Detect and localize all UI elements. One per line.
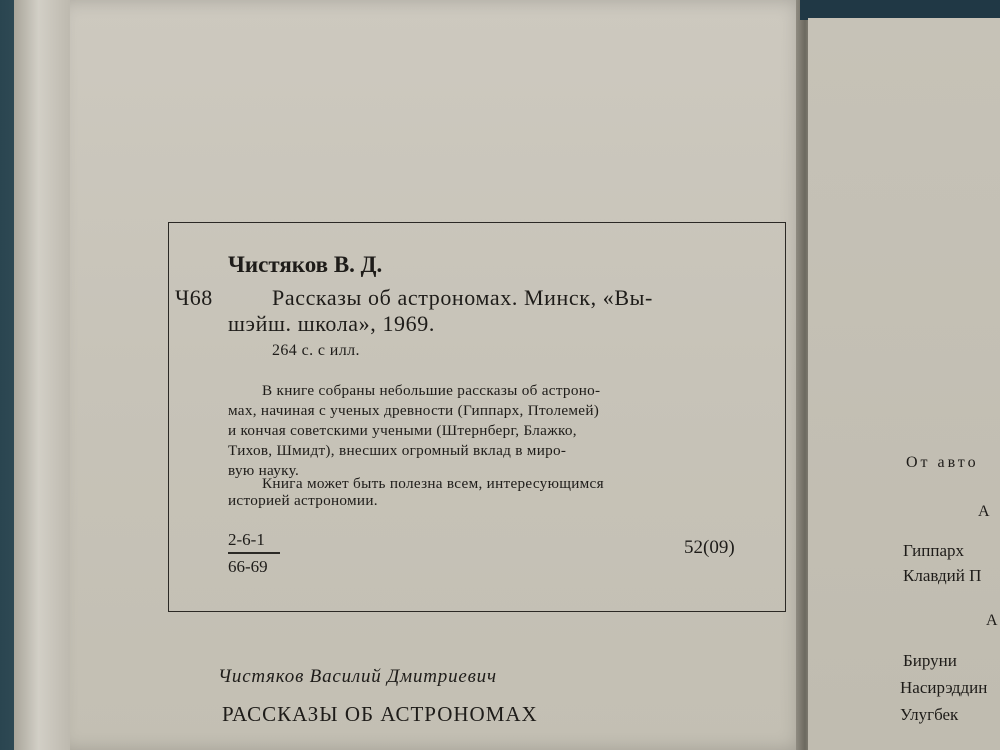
annotation-line: мах, начиная с ученых древности (Гиппарх, Птолемей) (228, 402, 600, 419)
annotation-line: В книге собраны небольшие рассказы об астроно- (262, 382, 601, 399)
udc-code: 52(09) (684, 537, 735, 558)
bib-index-divider (228, 552, 280, 554)
card-title-line-2: шэйш. школа», 1969. (228, 311, 435, 336)
card-shelf-code: Ч68 (175, 285, 213, 310)
right-page-section-mark: А (986, 612, 998, 629)
bib-index-denominator: 66-69 (228, 557, 268, 576)
annotation-line: Тихов, Шмидт), внесших огромный вклад в миро- (228, 442, 567, 459)
toc-entry: Клавдий П (903, 566, 982, 585)
right-page-heading: От авто (906, 454, 979, 471)
toc-entry: Гиппарх (903, 541, 965, 560)
author-full-name: Чистяков Василий Дмитриевич (218, 666, 497, 687)
background (800, 0, 1000, 20)
annotation-line: и кончая советскими учеными (Штернберг, Блажко, (228, 422, 577, 439)
card-author: Чистяков В. Д. (228, 252, 383, 277)
right-page (808, 18, 1000, 750)
card-title-line-1: Рассказы об астрономах. Минск, «Вы- (272, 285, 653, 310)
toc-entry: Бируни (903, 651, 957, 670)
annotation-line: вую науку. (228, 462, 300, 479)
toc-entry: Насирэддин (900, 678, 988, 697)
annotation-line: историей астрономии. (228, 492, 378, 509)
annotation-line: Книга может быть полезна всем, интересующимся (262, 475, 604, 492)
toc-entry: Улугбек (900, 705, 959, 724)
right-page-section-mark: А (978, 503, 990, 520)
book-title: РАССКАЗЫ ОБ АСТРОНОМАХ (222, 702, 538, 726)
card-pages: 264 с. с илл. (272, 342, 360, 359)
bib-index-numerator: 2-6-1 (228, 530, 265, 549)
